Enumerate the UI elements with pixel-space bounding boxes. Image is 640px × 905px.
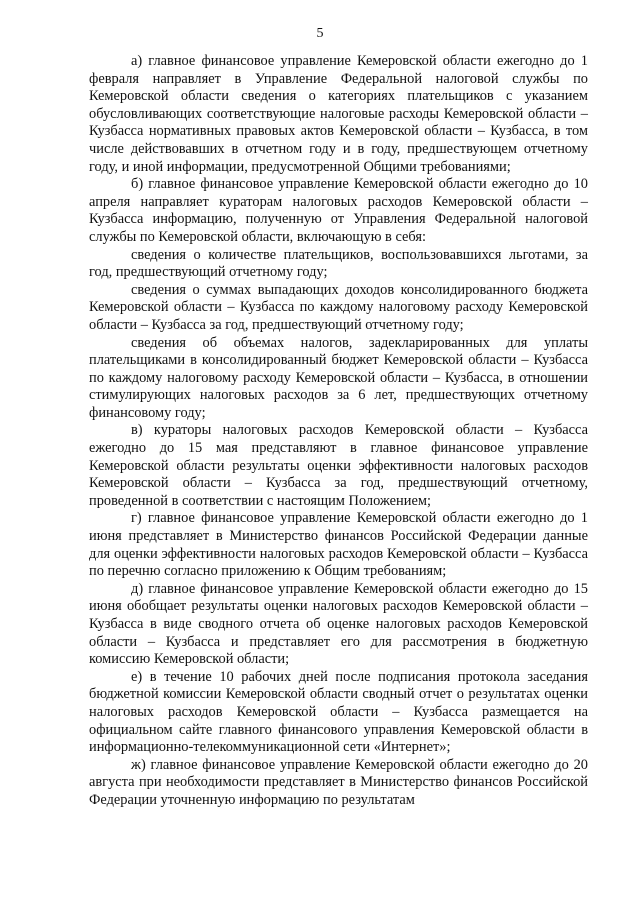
document-body: [89, 53, 588, 810]
paragraph-a: а) главное финансовое управление Кемеровской области ежегодно до 1 февраля направляет в Управление Федеральной налоговой службы по Кемеровской области сведения о категориях плательщиков с указанием обусловливающих соответствующие налоговые расходы Кемеровской области – Кузбасса нормативных правовых актов Кемеровской области – Кузбасса, в том числе действовавших в отчетном году и в году, предшествующем отчетному году, и иной информации, предусмотренной Общими требованиями;: [89, 53, 588, 175]
paragraph-e: е) в течение 10 рабочих дней после подписания протокола заседания бюджетной комиссии Кемеровской области сводный отчет о результатах оценки налоговых расходов Кемеровской области – Кузбасса размещается на официальном сайте главного финансового управления Кемеровской области в информационно-телекоммуникационной сети «Интернет»;: [89, 668, 588, 756]
page-number: 5: [316, 26, 324, 41]
paragraph-b: б) главное финансовое управление Кемеровской области ежегодно до 10 апреля направляет кураторам налоговых расходов Кемеровской области – Кузбасса информацию, полученную от Управления Федеральной налоговой службы по Кемеровской области, включающую в себя:: [89, 176, 588, 245]
paragraph-b-item-3: сведения об объемах налогов, задекларированных для уплаты плательщиками в консолидированный бюджет Кемеровской области – Кузбасса по каждому налоговому расходу Кемеровской области – Кузбасса, в отношении стимулирующих налоговых расходов за 6 лет, предшествующих отчетному финансовому году;: [89, 334, 588, 421]
paragraph-d: д) главное финансовое управление Кемеровской области ежегодно до 15 июня обобщает результаты оценки налоговых расходов Кемеровской области – Кузбасса в виде сводного отчета об оценке налоговых расходов Кемеровской области – Кузбасса и представляет его для рассмотрения в бюджетную комиссию Кемеровской области;: [89, 580, 588, 668]
paragraph-b-item-1: сведения о количестве плательщиков, воспользовавшихся льготами, за год, предшествующий отчетному году;: [89, 246, 588, 281]
paragraph-b-item-2: сведения о суммах выпадающих доходов консолидированного бюджета Кемеровской области – Кузбасса по каждому налоговому расходу Кемеровской области – Кузбасса за год, предшествующий отчетному году;: [89, 281, 588, 333]
paragraph-g: г) главное финансовое управление Кемеровской области ежегодно до 1 июня представляет в Министерство финансов Российской Федерации данные для оценки эффективности налоговых расходов Кемеровской области – Кузбасса по перечню согласно приложению к Общим требованиям;: [89, 510, 588, 580]
paragraph-zh: ж) главное финансовое управление Кемеровской области ежегодно до 20 августа при необходимости представляет в Министерство финансов Российской Федерации уточненную информацию по результатам: [89, 756, 588, 808]
paragraph-v: в) кураторы налоговых расходов Кемеровской области – Кузбасса ежегодно до 15 мая представляют в главное финансовое управление Кемеровской области результаты оценки эффективности налоговых расходов Кемеровской области – Кузбасса за год, предшествующий отчетному, проведенной в соответствии с настоящим Положением;: [89, 422, 588, 509]
